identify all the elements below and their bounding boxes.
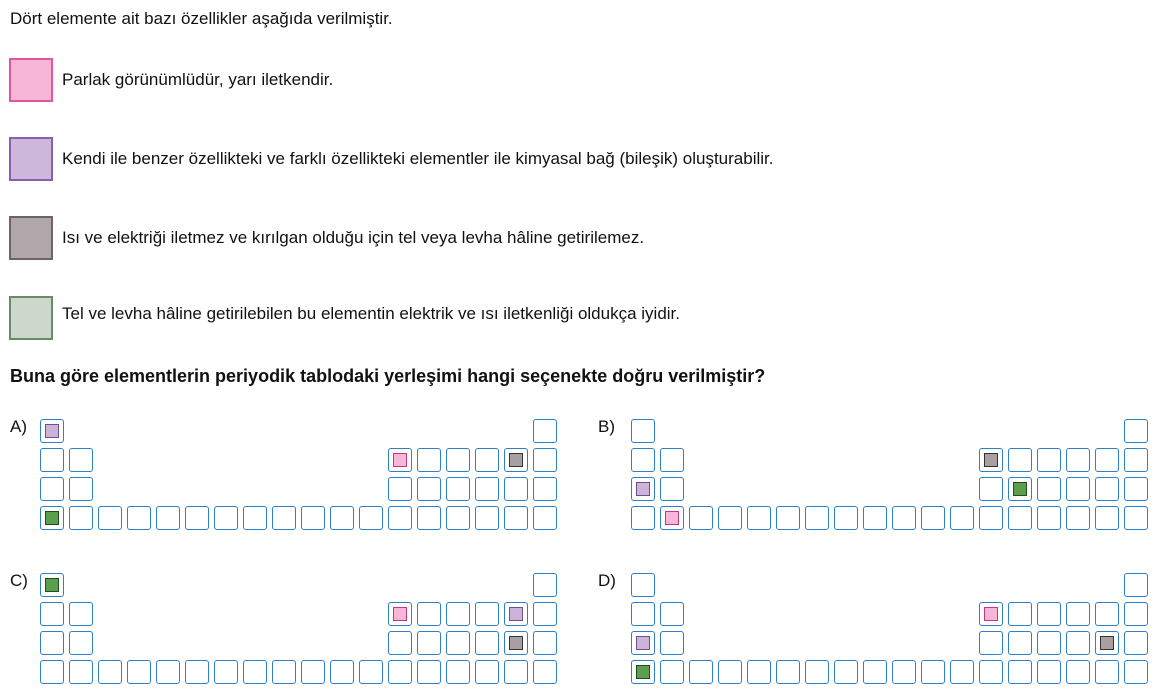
table-cell [446,506,470,530]
table-cell [979,660,1003,684]
table-cell [504,660,528,684]
table-cell [631,506,655,530]
option-b-label[interactable]: B) [598,417,615,436]
table-cell [1008,660,1032,684]
table-cell [776,660,800,684]
table-cell [660,448,684,472]
table-cell [718,506,742,530]
gray-swatch [9,216,53,260]
table-cell [689,506,713,530]
table-cell [631,631,655,655]
table-cell [631,477,655,501]
table-cell [388,602,412,626]
table-cell [40,660,64,684]
table-cell [185,506,209,530]
table-cell [1095,477,1119,501]
table-cell [1008,477,1032,501]
table-cell [446,602,470,626]
table-cell [834,660,858,684]
table-cell [1037,506,1061,530]
table-cell [69,506,93,530]
table-cell [417,631,441,655]
table-cell [1095,660,1119,684]
table-cell [1037,477,1061,501]
table-cell [718,660,742,684]
table-cell [1066,660,1090,684]
table-cell [1066,631,1090,655]
table-cell [533,660,557,684]
table-cell [40,419,64,443]
property-text: Kendi ile benzer özellikteki ve farklı özellikteki elementler ile kimyasal bağ (bileşik) oluşturabilir. [62,149,774,168]
table-cell [921,660,945,684]
table-cell [40,477,64,501]
green-swatch [9,296,53,340]
table-cell [979,477,1003,501]
pink-swatch [9,58,53,102]
table-cell [533,602,557,626]
table-cell [388,631,412,655]
table-cell [950,506,974,530]
table-cell [533,448,557,472]
table-cell [69,631,93,655]
table-cell [98,506,122,530]
question-text: Buna göre elementlerin periyodik tablodaki yerleşimi hangi seçenekte doğru verilmiştir? [10,366,766,386]
table-cell [1124,477,1148,501]
table-cell [1124,573,1148,597]
table-cell [446,631,470,655]
table-cell [127,506,151,530]
table-cell [863,506,887,530]
green-element-marker [636,665,650,679]
table-cell [446,477,470,501]
table-cell [69,448,93,472]
intro-text: Dört elemente ait bazı özellikler aşağıda verilmiştir. [10,9,393,28]
table-cell [69,660,93,684]
table-cell [40,573,64,597]
table-cell [631,602,655,626]
table-cell [214,506,238,530]
table-cell [417,448,441,472]
table-cell [40,506,64,530]
table-cell [69,602,93,626]
table-cell [1066,448,1090,472]
table-cell [631,419,655,443]
table-cell [1037,631,1061,655]
table-cell [475,660,499,684]
table-cell [214,660,238,684]
table-cell [660,602,684,626]
table-cell [504,477,528,501]
table-cell [1066,506,1090,530]
table-cell [417,660,441,684]
table-cell [805,506,829,530]
gray-element-marker [1100,636,1114,650]
table-cell [950,660,974,684]
green-element-marker [45,511,59,525]
green-element-marker [45,578,59,592]
pink-element-marker [393,453,407,467]
table-cell [533,631,557,655]
table-cell [388,660,412,684]
table-cell [979,602,1003,626]
table-cell [446,660,470,684]
table-cell [533,573,557,597]
table-cell [979,448,1003,472]
table-cell [243,660,267,684]
table-cell [1008,506,1032,530]
gray-element-marker [509,453,523,467]
table-cell [272,506,296,530]
table-cell [69,477,93,501]
table-cell [504,602,528,626]
table-cell [1124,419,1148,443]
table-cell [1008,631,1032,655]
table-cell [388,448,412,472]
table-cell [417,602,441,626]
table-cell [631,660,655,684]
table-cell [475,448,499,472]
table-cell [834,506,858,530]
table-cell [1066,477,1090,501]
table-cell [1095,448,1119,472]
table-cell [301,506,325,530]
table-cell [1095,506,1119,530]
option-a-label[interactable]: A) [10,417,27,436]
option-d-label[interactable]: D) [598,571,616,590]
table-cell [185,660,209,684]
table-cell [475,631,499,655]
table-cell [504,631,528,655]
gray-element-marker [984,453,998,467]
table-cell [40,602,64,626]
table-cell [1008,602,1032,626]
table-cell [40,448,64,472]
table-cell [127,660,151,684]
table-cell [359,660,383,684]
pink-element-marker [393,607,407,621]
table-cell [1124,602,1148,626]
table-cell [533,506,557,530]
table-cell [330,506,354,530]
purple-swatch [9,137,53,181]
table-cell [156,660,180,684]
table-cell [475,602,499,626]
pink-element-marker [665,511,679,525]
table-cell [660,477,684,501]
purple-element-marker [636,636,650,650]
table-cell [660,506,684,530]
table-cell [1037,448,1061,472]
table-cell [631,448,655,472]
table-cell [776,506,800,530]
option-c-label[interactable]: C) [10,571,28,590]
gray-element-marker [509,636,523,650]
table-cell [475,477,499,501]
table-cell [1095,602,1119,626]
table-cell [330,660,354,684]
table-cell [892,506,916,530]
table-cell [156,506,180,530]
property-text: Isı ve elektriği iletmez ve kırılgan olduğu için tel veya levha hâline getirilemez. [62,228,645,247]
table-cell [417,477,441,501]
table-cell [98,660,122,684]
purple-element-marker [45,424,59,438]
table-cell [40,631,64,655]
table-cell [272,660,296,684]
pink-element-marker [984,607,998,621]
table-cell [1008,448,1032,472]
table-cell [417,506,441,530]
table-cell [446,448,470,472]
table-cell [979,506,1003,530]
table-cell [805,660,829,684]
green-element-marker [1013,482,1027,496]
table-cell [243,506,267,530]
table-cell [1124,631,1148,655]
table-cell [1124,506,1148,530]
table-cell [388,506,412,530]
table-cell [892,660,916,684]
table-cell [863,660,887,684]
table-cell [504,506,528,530]
table-cell [1124,660,1148,684]
table-cell [475,506,499,530]
purple-element-marker [509,607,523,621]
table-cell [504,448,528,472]
table-cell [388,477,412,501]
table-cell [1066,602,1090,626]
table-cell [979,631,1003,655]
table-cell [747,660,771,684]
table-cell [631,573,655,597]
table-cell [533,419,557,443]
table-cell [660,631,684,655]
table-cell [1095,631,1119,655]
table-cell [1037,602,1061,626]
table-cell [533,477,557,501]
property-text: Parlak görünümlüdür, yarı iletkendir. [62,70,334,89]
table-cell [660,660,684,684]
table-cell [747,506,771,530]
table-cell [689,660,713,684]
table-cell [359,506,383,530]
purple-element-marker [636,482,650,496]
table-cell [1124,448,1148,472]
table-cell [921,506,945,530]
table-cell [1037,660,1061,684]
table-cell [301,660,325,684]
property-text: Tel ve levha hâline getirilebilen bu elementin elektrik ve ısı iletkenliği oldukça iyidir. [62,304,680,323]
